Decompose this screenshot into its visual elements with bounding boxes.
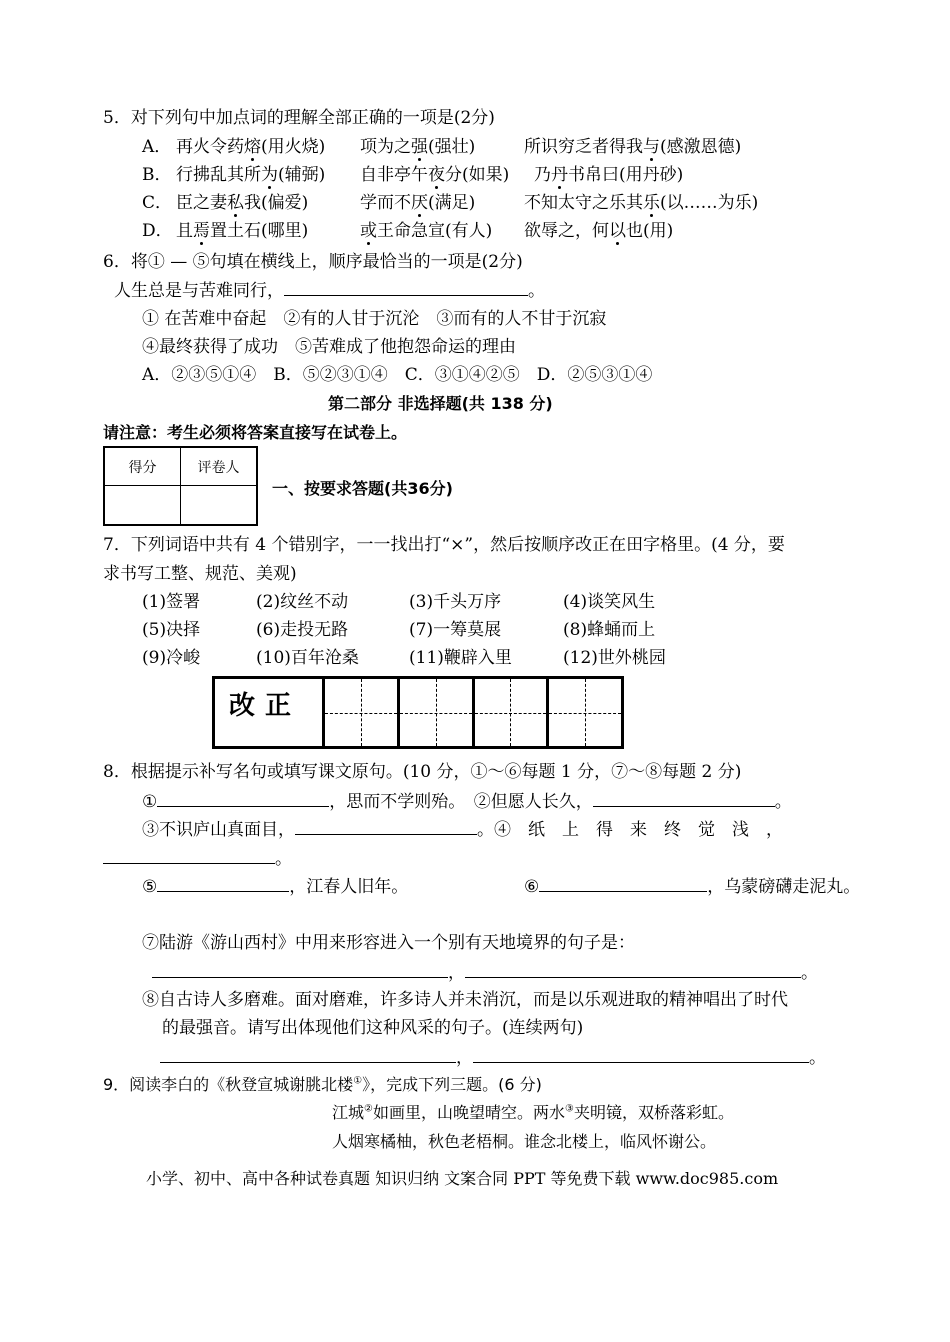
list-item: (1)签署 [142,592,201,612]
q6-line2: ④最终获得了成功 ⑤苦难成了他抱怨命运的理由 [142,337,516,357]
grader-label: 评卷人 [181,447,258,486]
q9-stem: 9．阅读李白的《秋登宣城谢朓北楼①》，完成下列三题。(6 分) [103,1075,542,1094]
q8-blank-2[interactable] [593,789,775,807]
q7-stem-1: 7．下列词语中共有 4 个错别字，一一找出打“×”，然后按顺序改正在田字格里。(4 分，要 [103,535,785,555]
q8-line-6: ， 。 [152,960,818,985]
list-item: (7)一筹莫展 [409,620,502,640]
q8-line-1: ① ，思而不学则殆。 ②但愿人长久， 。 [142,789,792,814]
q8-blank-9[interactable] [160,1045,456,1063]
list-item: (3)千头万序 [409,592,502,612]
score-cell[interactable] [104,486,181,526]
q8-blank-6[interactable] [539,874,707,892]
q8-blank-1[interactable] [157,789,329,807]
grid-box-1[interactable] [325,679,400,746]
q7-stem-2: 求书写工整、规范、美观) [103,564,297,584]
correction-grid [212,676,624,749]
q5-stem: 5．对下列句中加点词的理解全部正确的一项是(2分) [103,108,495,128]
q6-line1: ① 在苦难中奋起 ②有的人甘于沉沦 ③而有的人不甘于沉寂 [142,309,607,329]
list-item: (2)纹丝不动 [256,592,349,612]
q8-stem: 8．根据提示补写名句或填写课文原句。(10 分，①～⑥每题 1 分，⑦～⑧每题 2 分) [103,762,742,782]
q6-options: A．②③⑤①④ B．⑤②③①④ C．③①④②⑤ D．②⑤③①④ [142,365,653,385]
q8-blank-3[interactable] [295,817,477,835]
grid-box-2[interactable] [400,679,475,746]
list-item: (6)走投无路 [256,620,349,640]
q8-blank-8[interactable] [465,960,801,978]
q8-line-9: ， 。 [160,1045,826,1070]
grid-box-3[interactable] [475,679,550,746]
q8-blank-10[interactable] [473,1045,809,1063]
section-heading: 一、按要求答题(共36分) [272,479,453,498]
score-table [103,446,258,526]
list-item: (8)蜂蛹而上 [563,620,656,640]
q9-poem-line-1: 江城②如画里，山晚望晴空。两水③夹明镜，双桥落彩虹。 [332,1103,734,1122]
list-item: (10)百年沧桑 [256,648,359,668]
grid-label: 改正 [215,679,325,746]
list-item: (5)决择 [142,620,201,640]
grid-box-4[interactable] [549,679,621,746]
q6-sentence: 人生总是与苦难同行， 。 [114,278,545,303]
q8-blank-7[interactable] [152,960,448,978]
q8-line-5: ⑦陆游《游山西村》中用来形容进入一个别有天地境界的句子是： [142,933,635,953]
q8-line-2: ③不识庐山真面目， 。④ 纸 上 得 来 终 觉 浅 ， [142,817,783,842]
page-footer: 小学、初中、高中各种试卷真题 知识归纳 文案合同 PPT 等免费下载 www.doc985.com [146,1169,779,1188]
list-item: (12)世外桃园 [563,648,666,668]
q6-stem: 6．将① — ⑤句填在横线上，顺序最恰当的一项是(2分) [103,252,523,272]
q9-poem-line-2: 人烟寒橘柚，秋色老梧桐。谁念北楼上，临风怀谢公。 [332,1132,717,1151]
q6-blank[interactable] [284,278,528,296]
q8-line-8: 的最强音。请写出体现他们这种风采的句子。(连续两句) [162,1018,584,1038]
list-item: (9)冷峻 [142,648,201,668]
list-item: (11)鞭辟入里 [409,648,512,668]
q8-line-3: 。 [103,846,292,871]
q8-blank-4[interactable] [103,846,275,864]
grader-cell[interactable] [181,486,258,526]
score-label: 得分 [104,447,181,486]
q8-line-4: ⑤ ，江春人旧年。 [142,874,408,899]
q8-line-4b: ⑥ ，乌蒙磅礴走泥丸。 [524,874,860,899]
part2-notice: 请注意：考生必须将答案直接写在试卷上。 [103,423,408,442]
part2-title: 第二部分 非选择题(共 138 分) [328,394,553,413]
q8-line-7: ⑧自古诗人多磨难。面对磨难，许多诗人并未消沉，而是以乐观进取的精神唱出了时代 [142,990,788,1010]
list-item: (4)谈笑风生 [563,592,656,612]
q8-blank-5[interactable] [157,874,289,892]
